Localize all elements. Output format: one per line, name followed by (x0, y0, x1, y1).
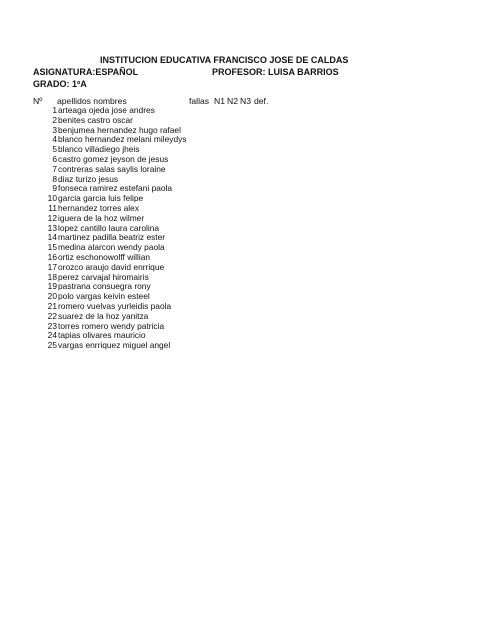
student-list (33, 106, 233, 351)
student-name: contreras salas saylis loraine (58, 163, 166, 174)
row-number: 7 (52, 163, 57, 174)
row-number: 20 (47, 291, 57, 302)
student-name: blanco hernandez melani mileydys (58, 134, 187, 145)
student-name: benjumea hernandez hugo rafael (58, 124, 181, 135)
student-name: fonseca ramirez estefani paola (58, 183, 173, 194)
student-name: romero vuelvas yurleidis paola (58, 300, 172, 311)
row-number: 6 (52, 153, 57, 164)
table-row (33, 341, 233, 351)
row-number: 19 (47, 281, 57, 292)
student-name: suarez de la hoz yanitza (58, 310, 149, 321)
row-number: 13 (47, 222, 57, 233)
column-header-absences: fallas (189, 96, 210, 106)
row-number: 17 (47, 261, 57, 272)
row-number: 8 (52, 173, 57, 184)
subject-label: ASIGNATURA:ESPAÑOL (33, 67, 139, 77)
student-name: diaz turizo jesus (58, 173, 119, 184)
row-number: 3 (52, 124, 57, 135)
row-number: 2 (52, 114, 57, 125)
student-name: arteaga ojeda jose andres (58, 105, 155, 115)
student-name: martinez padilla beatriz ester (58, 232, 166, 243)
student-name: ortiz eschonowolff willian (58, 251, 151, 262)
student-name: orozco araujo david enrrique (58, 261, 165, 272)
student-name: torres romero wendy patricia (58, 320, 165, 331)
row-number: 11 (48, 202, 57, 213)
column-header-n2: N2 (227, 96, 238, 106)
row-number: 10 (47, 193, 57, 204)
student-name: hernandez torres alex (58, 202, 140, 213)
student-name: benites castro oscar (58, 114, 133, 125)
student-name: garcia garcia luis felipe (58, 193, 144, 204)
row-number: 22 (47, 310, 57, 321)
row-number: 1 (52, 105, 57, 115)
row-number: 15 (47, 242, 57, 253)
row-number: 12 (47, 212, 57, 223)
row-number: 9 (52, 183, 57, 194)
row-number: 23 (47, 320, 57, 331)
column-header-n1: N1 (214, 96, 225, 106)
row-number: 24 (47, 330, 57, 341)
student-name: iguera de la hoz wilmer (58, 212, 145, 223)
student-name: polo vargas keivin esteel (58, 291, 150, 302)
student-name: tapias olivares mauricio (58, 330, 146, 341)
student-name: perez carvajal hiromairis (58, 271, 149, 282)
row-number: 25 (47, 340, 57, 351)
row-number: 4 (52, 134, 57, 145)
student-name: castro gomez jeyson de jesus (58, 153, 169, 164)
column-header-final: def. (254, 96, 269, 106)
student-name: lopez cantillo laura carolina (58, 222, 160, 233)
row-number: 18 (47, 271, 57, 282)
row-number: 14 (47, 232, 57, 243)
grade-label: GRADO: 1ºA (33, 79, 87, 89)
row-number: 5 (52, 144, 57, 155)
student-name: pastrana consuegra rony (58, 281, 151, 292)
row-number: 21 (47, 300, 57, 311)
row-number: 16 (47, 251, 57, 262)
student-name: blanco villadiego jheis (58, 144, 140, 155)
column-header-n3: N3 (240, 96, 251, 106)
teacher-label: PROFESOR: LUISA BARRIOS (212, 67, 339, 77)
student-name: medina alarcon wendy paola (58, 242, 165, 253)
institution-title: INSTITUCION EDUCATIVA FRANCISCO JOSE DE CALDAS (100, 55, 349, 65)
column-header-names: apellidos nombres (57, 96, 127, 106)
column-header-number: Nº (33, 96, 43, 106)
student-name: vargas enrriquez miguel angel (58, 340, 171, 351)
